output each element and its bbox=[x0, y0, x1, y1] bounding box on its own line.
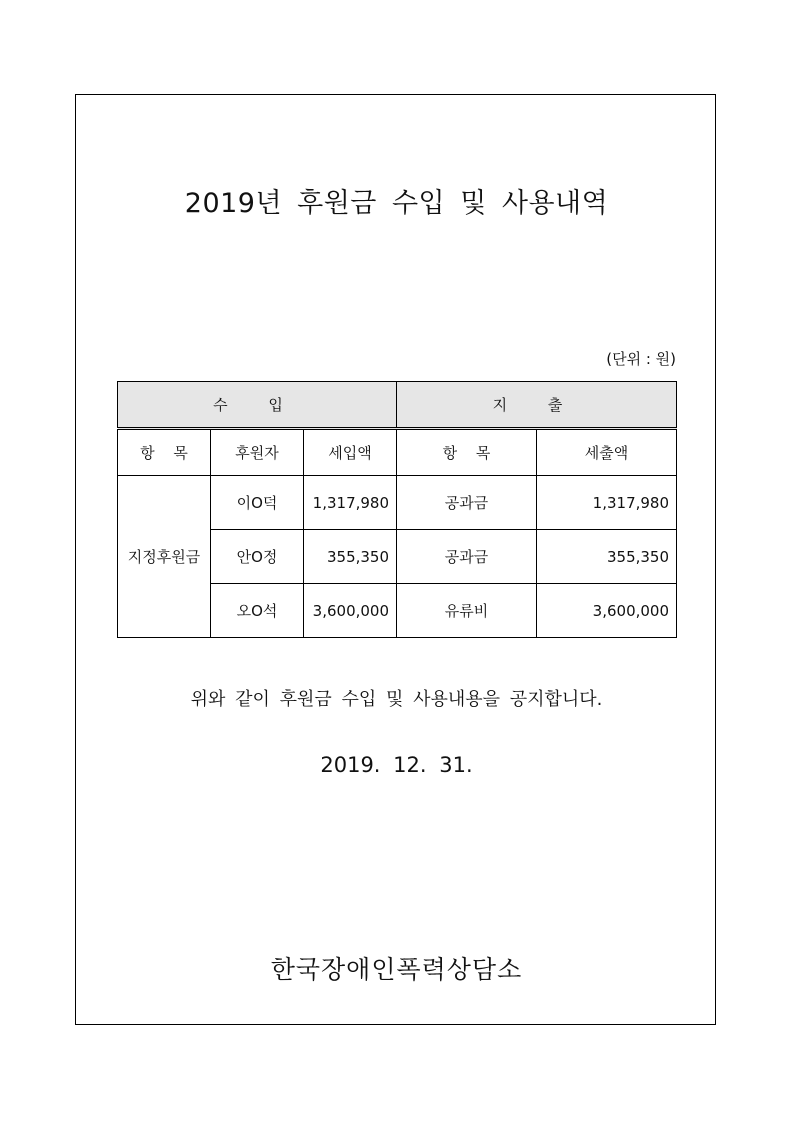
expense-item-cell: 유류비 bbox=[397, 584, 537, 638]
income-amount-cell: 355,350 bbox=[304, 530, 397, 584]
expense-amount-cell: 355,350 bbox=[537, 530, 677, 584]
donor-cell: 이O덕 bbox=[211, 476, 304, 530]
income-group-header: 수 입 bbox=[118, 382, 397, 429]
income-amount-cell: 1,317,980 bbox=[304, 476, 397, 530]
table-row bbox=[118, 476, 677, 530]
column-header-income-amount: 세입액 bbox=[304, 429, 397, 476]
income-expense-table bbox=[117, 381, 677, 638]
donor-cell: 안O정 bbox=[211, 530, 304, 584]
group-header-row bbox=[118, 382, 677, 429]
income-category-cell: 지정후원금 bbox=[118, 476, 211, 638]
document-title: 2019년 후원금 수입 및 사용내역 bbox=[184, 188, 609, 219]
column-header-row bbox=[118, 429, 677, 476]
income-amount-cell: 3,600,000 bbox=[304, 584, 397, 638]
organization-name: 한국장애인폭력상담소 bbox=[270, 955, 523, 984]
unit-note: (단위 : 원) bbox=[606, 350, 676, 368]
donor-cell: 오O석 bbox=[211, 584, 304, 638]
notice-text: 위와 같이 후원금 수입 및 사용내용을 공지합니다. bbox=[190, 689, 603, 710]
expense-item-cell: 공과금 bbox=[397, 476, 537, 530]
expense-group-header: 지 출 bbox=[397, 382, 677, 429]
column-header-income-item: 항 목 bbox=[118, 429, 211, 476]
column-header-expense-amount: 세출액 bbox=[537, 429, 677, 476]
expense-amount-cell: 3,600,000 bbox=[537, 584, 677, 638]
column-header-expense-item: 항 목 bbox=[397, 429, 537, 476]
expense-item-cell: 공과금 bbox=[397, 530, 537, 584]
document-date: 2019. 12. 31. bbox=[320, 753, 473, 777]
expense-amount-cell: 1,317,980 bbox=[537, 476, 677, 530]
column-header-donor: 후원자 bbox=[211, 429, 304, 476]
